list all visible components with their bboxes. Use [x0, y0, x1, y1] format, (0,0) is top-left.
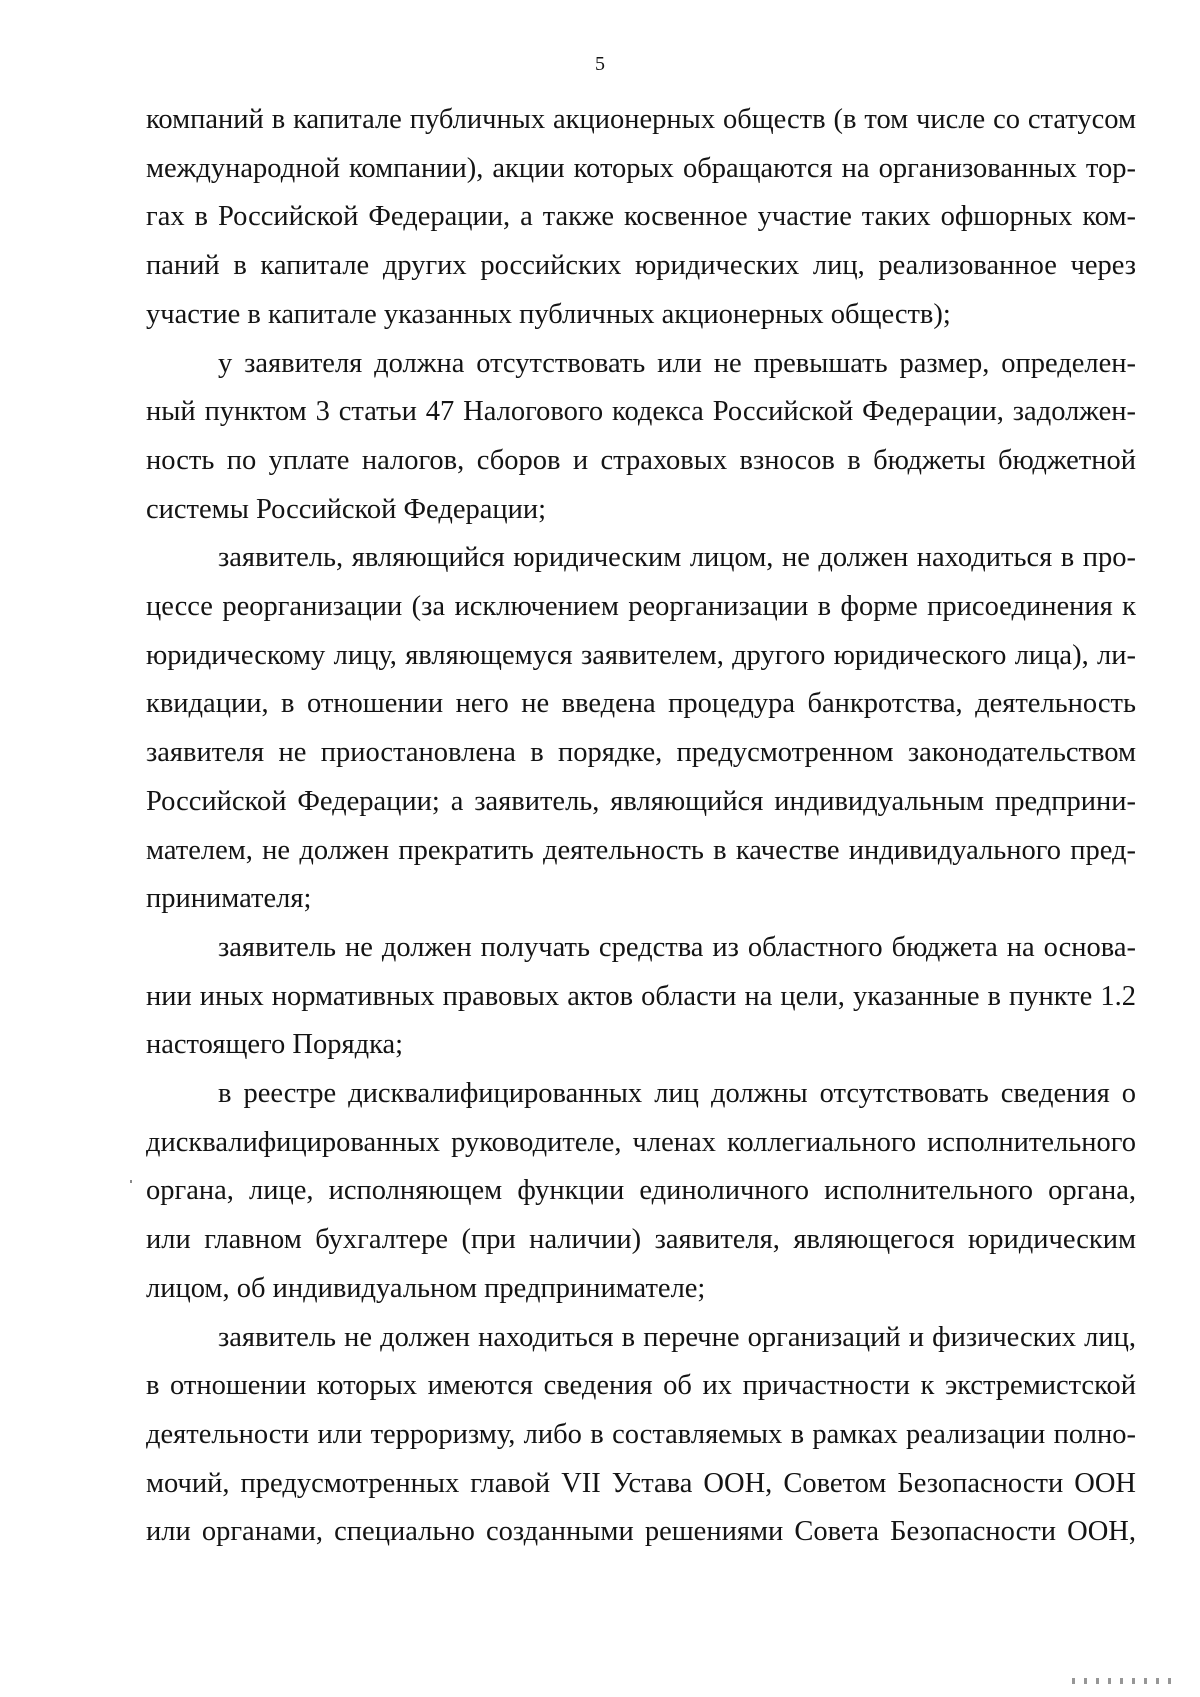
text-line: деятельности или терроризму, либо в составляемых в рамках реализации полно-: [146, 1418, 1136, 1450]
text-line: ность по уплате налогов, сборов и страховых взносов в бюджеты бюджетной: [146, 444, 1136, 476]
text-line: юридическому лицу, являющемуся заявителем, другого юридического лица), ли-: [146, 639, 1136, 671]
paragraph-regional-budget: [146, 924, 1136, 1070]
text-line: заявителя не приостановлена в порядке, предусмотренном законодательством: [146, 737, 1136, 769]
text-line: нии иных нормативных правовых актов области на цели, указанные в пункте 1.2: [146, 980, 1136, 1012]
text-line: заявитель не должен получать средства из областного бюджета на основа-: [218, 931, 1136, 963]
paragraph-tax-debt: [146, 340, 1136, 535]
text-line: компаний в капитале публичных акционерных обществ (в том числе со статусом: [146, 104, 1136, 135]
page-number: 5: [595, 53, 605, 75]
text-line: или главном бухгалтере (при наличии) заявителя, являющегося юридическим: [146, 1224, 1136, 1256]
text-line: квидации, в отношении него не введена процедура банкротства, деятельность: [146, 688, 1136, 720]
text-line: заявитель не должен находиться в перечне организаций и физических лиц,: [218, 1321, 1136, 1353]
text-line: гах в Российской Федерации, а также косвенное участие таких офшорных ком-: [146, 201, 1136, 233]
paragraph-offshore-participation: [146, 96, 1136, 340]
text-line: настоящего Порядка;: [146, 1029, 404, 1061]
text-line: или органами, специально созданными решениями Совета Безопасности ООН,: [146, 1516, 1136, 1548]
text-line: мочий, предусмотренных главой VII Устава ООН, Советом Безопасности ООН: [146, 1467, 1136, 1499]
text-line: дисквалифицированных руководителе, членах коллегиального исполнительного: [146, 1126, 1136, 1158]
paragraph-reorganization: [146, 534, 1136, 924]
text-line: ный пунктом 3 статьи 47 Налогового кодекса Российской Федерации, задолжен-: [146, 396, 1136, 428]
text-line: международной компании), акции которых обращаются на организованных тор-: [146, 152, 1136, 184]
scan-speck: [130, 1180, 132, 1183]
text-line: принимателя;: [146, 883, 312, 915]
document-body: [146, 96, 1136, 1557]
text-line: органа, лице, исполняющем функции единоличного исполнительного органа,: [146, 1175, 1136, 1207]
text-line: цессе реорганизации (за исключением реорганизации в форме присоединения к: [146, 591, 1136, 623]
text-line: системы Российской Федерации;: [146, 493, 547, 525]
paragraph-disqualified-persons: [146, 1070, 1136, 1314]
text-line: в реестре дисквалифицированных лиц должны отсутствовать сведения о: [218, 1078, 1136, 1110]
text-line: Российской Федерации; а заявитель, являющийся индивидуальным предприни-: [146, 785, 1136, 817]
scan-edge-marks: [1072, 1678, 1172, 1684]
text-line: у заявителя должна отсутствовать или не превышать размер, определен-: [218, 347, 1136, 379]
text-line: лицом, об индивидуальном предпринимателе;: [146, 1272, 706, 1304]
text-line: мателем, не должен прекратить деятельность в качестве индивидуального пред-: [146, 834, 1136, 866]
text-line: паний в капитале других российских юридических лиц, реализованное через: [146, 250, 1136, 282]
text-line: в отношении которых имеются сведения об их причастности к экстремистской: [146, 1370, 1136, 1402]
text-line: участие в капитале указанных публичных акционерных обществ);: [146, 298, 951, 330]
paragraph-extremism-list: [146, 1314, 1136, 1558]
text-line: заявитель, являющийся юридическим лицом, не должен находиться в про-: [218, 542, 1136, 574]
